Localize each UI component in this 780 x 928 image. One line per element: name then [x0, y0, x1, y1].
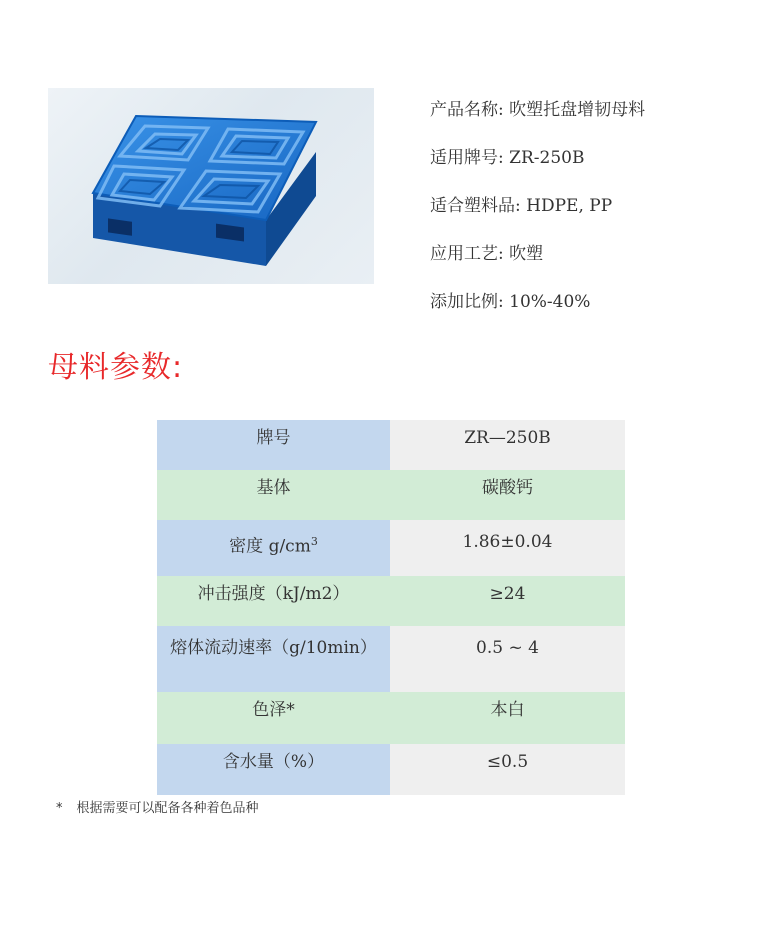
product-photo	[48, 88, 374, 284]
params-table	[157, 420, 625, 795]
product-info	[430, 96, 645, 336]
info-ratio: 添加比例: 10%-40%	[430, 292, 591, 312]
param-value: ≥24	[390, 576, 625, 626]
info-process: 应用工艺: 吹塑	[430, 244, 544, 264]
param-key: 熔体流动速率（g/10min）	[157, 626, 390, 692]
footnote	[56, 797, 259, 816]
param-value: 0.5 ~ 4	[390, 626, 625, 692]
param-value: ZR—250B	[390, 420, 625, 470]
param-key: 密度 $g/cm^3$	[157, 520, 390, 576]
param-key: 含水量（%）	[157, 744, 390, 795]
table-row	[157, 420, 625, 470]
param-key: 牌号	[157, 420, 390, 470]
param-key: 色泽*	[157, 692, 390, 744]
param-value: ≤0.5	[390, 744, 625, 795]
table-row	[157, 576, 625, 626]
param-value: 1.86±0.04	[390, 520, 625, 576]
table-row	[157, 692, 625, 744]
info-product-name: 产品名称: 吹塑托盘增韧母料	[430, 100, 646, 120]
table-row	[157, 520, 625, 576]
param-value: 碳酸钙	[390, 470, 625, 520]
param-value: 本白	[390, 692, 625, 744]
param-key: 基体	[157, 470, 390, 520]
table-row	[157, 626, 625, 692]
pallet-image	[48, 88, 374, 284]
info-grade: 适用牌号: ZR-250B	[430, 148, 585, 168]
table-row	[157, 744, 625, 795]
footnote-mark: *	[56, 801, 63, 816]
table-row	[157, 470, 625, 520]
param-key: 冲击强度（kJ/m2）	[157, 576, 390, 626]
info-plastics: 适合塑料品: HDPE, PP	[430, 196, 613, 216]
footnote-text: 根据需要可以配备各种着色品种	[76, 801, 259, 816]
section-title: 母料参数:	[48, 350, 184, 385]
